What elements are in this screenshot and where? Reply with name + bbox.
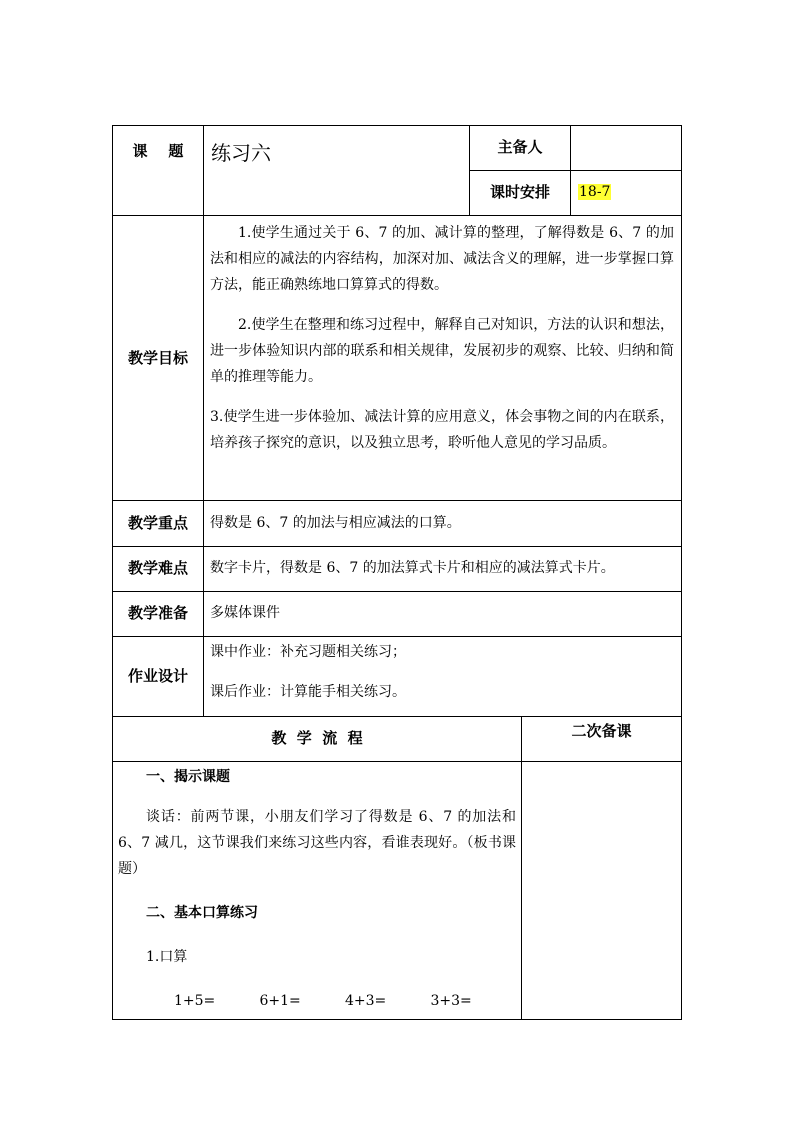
calc-item: 4+3=: [345, 993, 387, 1009]
table-border: [112, 591, 682, 592]
section-title: 一、揭示课题: [146, 769, 230, 785]
calc-row: [118, 988, 516, 1014]
table-border: [112, 215, 682, 216]
preparation-text: 多媒体课件: [210, 605, 280, 621]
table-border: [112, 636, 682, 637]
table-border: [203, 125, 204, 717]
table-border: [112, 1019, 682, 1020]
difficulties-text: 数字卡片，得数是 6、7 的加法算式卡片和相应的减法算式卡片。: [210, 560, 615, 576]
table-border: [681, 125, 682, 1020]
topic-label: 课 题: [132, 142, 184, 160]
process-body: [118, 764, 516, 1014]
table-border: [112, 761, 682, 762]
goal-item: 2.使学生在整理和练习过程中，解释自己对知识，方法的认识和想法，进一步体验知识内部的联系和相关规律，发展初步的观察、比较、归纳和简单的推理等能力。: [210, 317, 674, 385]
table-border: [112, 500, 682, 501]
table-border: [112, 716, 682, 717]
schedule-label: 课时安排: [489, 183, 550, 201]
difficulties-label: 教学难点: [127, 559, 188, 577]
process-header: 教 学 流 程: [271, 729, 363, 747]
section-text: 谈话：前两节课，小朋友们学习了得数是 6、7 的加法和 6、7 减几，这节课我们来练习这些内容，看谁表现好。（板书课题）: [118, 809, 516, 877]
homework-after-class: 课后作业：计算能手相关练习。: [210, 684, 406, 700]
table-border: [112, 125, 682, 126]
second-prep-header: 二次备课: [571, 722, 632, 740]
table-border: [570, 125, 571, 216]
schedule-highlight: 18-7: [579, 184, 611, 200]
goal-item: 3.使学生进一步体验加、减法计算的应用意义，体会事物之间的内在联系，培养孩子探究的意识，以及独立思考，聆听他人意见的学习品质。: [210, 409, 674, 451]
topic-title: 练习六: [211, 141, 271, 165]
schedule-value: [578, 179, 678, 205]
table-border: [469, 170, 682, 171]
key-points-text: 得数是 6、7 的加法与相应减法的口算。: [210, 515, 461, 531]
preparation-label: 教学准备: [127, 604, 188, 622]
homework-in-class: 课中作业：补充习题相关练习；: [210, 644, 406, 660]
calc-item: 1+5=: [174, 993, 216, 1009]
goals-label: 教学目标: [127, 349, 188, 367]
host-label: 主备人: [497, 138, 543, 156]
section-title: 二、基本口算练习: [146, 905, 258, 921]
homework-label: 作业设计: [127, 667, 188, 685]
goals-content: [210, 220, 674, 470]
calc-item: 6+1=: [259, 993, 301, 1009]
table-border: [112, 546, 682, 547]
calc-item: 3+3=: [430, 993, 472, 1009]
goal-item: 1.使学生通过关于 6、7 的加、减计算的整理，了解得数是 6、7 的加法和相应的减法的内容结构，加深对加、减法含义的理解，进一步掌握口算方法，能正确熟练地口算算式的得数。: [210, 225, 674, 293]
subsection-title: 1.口算: [146, 949, 188, 965]
table-border: [521, 716, 522, 1020]
key-points-label: 教学重点: [127, 514, 188, 532]
